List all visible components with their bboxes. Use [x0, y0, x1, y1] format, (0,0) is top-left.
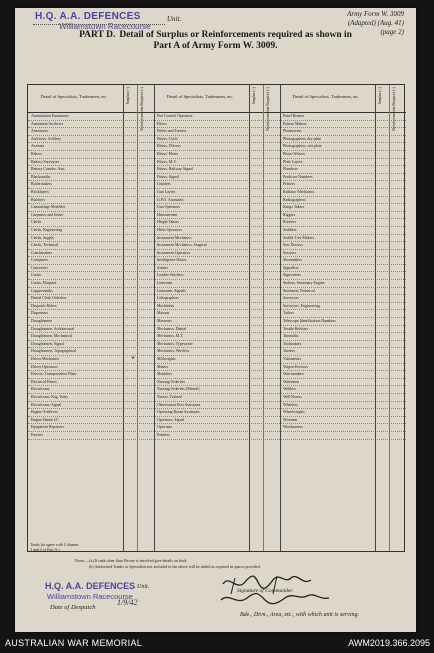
table-row: Mechanics, M.T.: [154, 333, 280, 341]
column-header-reinforcements: Reinforcements Required (-): [266, 87, 270, 131]
surplus-mark: +: [131, 354, 135, 362]
table-column-3: [280, 85, 406, 551]
table-row: Electrical Fitters: [28, 379, 154, 387]
divider: [154, 85, 155, 551]
table-row: Butchers: [28, 197, 154, 205]
table-row: Vulcanisers: [280, 356, 406, 364]
table-row: Surveyors: [280, 295, 406, 303]
table-row: Bricklayers: [28, 189, 154, 197]
table-row: Operators, Signal: [154, 417, 280, 425]
table-row: Tailors: [280, 310, 406, 318]
table-row: Gun Layers: [154, 189, 280, 197]
table-row: Panel Beaters: [280, 113, 406, 121]
table-row: Grinders: [154, 181, 280, 189]
table-row: Toolmakers: [280, 341, 406, 349]
table-row: Driver Mechanics: [28, 356, 154, 364]
table-row: Electricians, Eng. Units: [28, 394, 154, 402]
form-adapted: (Adapted) (Aug. 41): [347, 19, 404, 27]
table-row: Equipment Repairers: [28, 424, 154, 432]
column-header-reinforcements: Reinforcements Required (-): [140, 87, 144, 131]
table-row: Electricians: [28, 386, 154, 394]
table-row: Cooks: [28, 272, 154, 280]
table-row: Leather Stitchers: [154, 272, 280, 280]
unit-stamp-bottom: H.Q. A.A. DEFENCES: [45, 581, 136, 591]
table-row: Camouflage Modeller: [28, 204, 154, 212]
table-row: Sawyers: [280, 250, 406, 258]
table-row: Fitters, Cycle: [154, 136, 280, 144]
table-row: Boilermakers: [28, 181, 154, 189]
table-row: Photographers, dry plate: [280, 136, 406, 144]
table-row: Surveyors, Engineering: [280, 303, 406, 311]
column-1-rows: [28, 113, 154, 440]
table-row: Moulders: [154, 371, 280, 379]
title-line-1: Detail of Surplus or Reinforcements required as shown in: [119, 30, 352, 40]
table-row: Mechanics, Typewriter: [154, 341, 280, 349]
table-row: Painters: [154, 432, 280, 440]
divider: [389, 85, 390, 551]
table-row: Textile Refitters: [280, 326, 406, 334]
table-row: Intelligence Duties: [154, 257, 280, 265]
table-row: Instrument Mechanics: [154, 235, 280, 243]
table-column-2: [154, 85, 280, 551]
totals-label: Totals (to agree with Columns 3 and 4 of Part A.): [30, 542, 79, 552]
table-row: Despatch Riders: [28, 303, 154, 311]
table-row: Fitters: [154, 121, 280, 129]
unit-line: [33, 24, 165, 25]
divider: [249, 85, 250, 551]
unit-stamp: H.Q. A.A. DEFENCES: [35, 11, 141, 22]
table-row: Opticians: [154, 424, 280, 432]
table-row: Shoemakers: [280, 257, 406, 265]
table-row: Battery Comdrs. Asst.: [28, 166, 154, 174]
table-row: Fitters, Drivers: [154, 143, 280, 151]
table-row: Saw Doctors: [280, 242, 406, 250]
table-row: Clerks, Engineering: [28, 227, 154, 235]
part-label: PART D.: [79, 30, 116, 40]
table-row: Fitters, Signal: [154, 174, 280, 182]
table-row: Nursing Orderlies (Mental): [154, 386, 280, 394]
table-row: Helio Operators: [154, 227, 280, 235]
table-row: Lithographers: [154, 295, 280, 303]
divider: [137, 85, 138, 551]
table-row: Hammermen: [154, 212, 280, 220]
table-row: Dispensers: [28, 310, 154, 318]
table-row: Storemen, Technical: [280, 288, 406, 296]
table-row: Pharmacists: [280, 128, 406, 136]
note-a: Notes.—(a) If rank other than Private is involved give details on back.: [75, 558, 188, 563]
table-row: Ammunition Examiners: [28, 113, 154, 121]
table-row: Electricians, Signal: [28, 402, 154, 410]
table-row: Signallers: [280, 265, 406, 273]
table-row: Pattern Makers: [280, 121, 406, 129]
note-b: (b) Authorised Trades or Specialists not included in the above will be added as required in spaces provided.: [89, 563, 261, 569]
form-page: [15, 8, 416, 632]
table-row: Wagon Erectors: [280, 364, 406, 372]
divider: [375, 85, 376, 551]
table-row: Fitters' Mates: [154, 151, 280, 159]
table-row: [280, 432, 406, 440]
archive-caption: AUSTRALIAN WAR MEMORIAL: [5, 638, 143, 648]
table-row: Plumbers: [280, 166, 406, 174]
table-row: Radiator Mechanics: [280, 189, 406, 197]
table-row: Armament Artificers: [28, 121, 154, 129]
table-row: Saddle Tree Makers: [280, 235, 406, 243]
divider: [280, 85, 281, 551]
column-header-surplus: Surplus (+): [126, 87, 130, 105]
table-row: Engine Hands I/C: [28, 417, 154, 425]
divider: [263, 85, 264, 551]
column-header-spec: Detail of Specialists, Tradesmen, etc.: [292, 94, 360, 99]
table-row: Miners: [154, 364, 280, 372]
table-row: Machinists: [154, 303, 280, 311]
table-row: Fire Control Operators: [154, 113, 280, 121]
table-row: Dental Clerk Orderlies: [28, 295, 154, 303]
table-row: Riggers: [280, 212, 406, 220]
table-row: Fitters, M.V.: [154, 159, 280, 167]
table-row: Photographers, wet plate: [280, 143, 406, 151]
archive-reference: AWM2019.366.2095: [348, 638, 430, 648]
table-row: Printers: [280, 181, 406, 189]
table-row: Coppersmiths: [28, 288, 154, 296]
table-row: Drivers, Transportation Plant: [28, 371, 154, 379]
table-row: Bakers: [28, 151, 154, 159]
table-row: Joiners: [154, 265, 280, 273]
table-row: Well Borers: [280, 394, 406, 402]
table-row: Battery Surveyors: [28, 159, 154, 167]
table-row: Draughtsmen: [28, 318, 154, 326]
table-row: Woodturners: [280, 424, 406, 432]
column-2-rows: [154, 113, 280, 440]
table-row: Carpenter and Joiner: [28, 212, 154, 220]
bde-label: Bde., Divn., Area, etc., with which unit is serving.: [240, 612, 359, 618]
table-row: Concreters: [28, 265, 154, 273]
table-row: Linesmen, Signals: [154, 288, 280, 296]
table-row: Driver Operators: [28, 364, 154, 372]
table-row: Tinsmiths: [280, 333, 406, 341]
table-row: Welders: [280, 386, 406, 394]
table-row: Armourers: [28, 128, 154, 136]
table-row: Riveters: [280, 219, 406, 227]
table-row: Masseurs: [154, 318, 280, 326]
table-row: Photo-Writers: [280, 151, 406, 159]
table-row: G.P.O. Assistants: [154, 197, 280, 205]
form-number: Army Form W. 3009: [347, 10, 404, 18]
table-row: Clerks, Supply: [28, 235, 154, 243]
table-row: Artificers, Artillery: [28, 136, 154, 144]
table-row: Wheelwrights: [280, 409, 406, 417]
column-header-surplus: Surplus (+): [378, 87, 382, 105]
unit-stamp-bottom-location: Williamstown Racecourse: [47, 592, 133, 601]
table-row: Cooks, Hospital: [28, 280, 154, 288]
table-row: Watermen: [280, 379, 406, 387]
table-row: Nurses, Trained: [154, 394, 280, 402]
table-row: Radiographers: [280, 197, 406, 205]
unit-label-bottom: Unit.: [137, 584, 150, 590]
unit-stamp-location: Williamstown Racecourse: [59, 22, 151, 31]
table-row: Clerks: [28, 219, 154, 227]
table-row: Plate Layers: [280, 159, 406, 167]
form-page-number: (page 2): [380, 28, 404, 36]
despatch-label: Date of Despatch: [50, 604, 96, 611]
divider: [123, 85, 124, 551]
table-row: Wiremen: [280, 417, 406, 425]
column-header-reinforcements: Reinforcements Required (-): [392, 87, 396, 131]
table-row: Farriers: [28, 432, 154, 440]
table-row: Computers: [28, 257, 154, 265]
column-header-spec: Detail of Specialists, Tradesmen, etc.: [166, 94, 234, 99]
table-row: Mechanics, Dental: [154, 326, 280, 334]
column-header-spec: Detail of Specialists, Tradesmen, etc.: [40, 94, 108, 99]
table-row: Draughtsmen, Signal: [28, 341, 154, 349]
table-row: Engine Artificers: [28, 409, 154, 417]
title-line-2: Part A of Army Form W. 3009.: [153, 41, 278, 51]
table-row: Range Takers: [280, 204, 406, 212]
table-row: Draughtsmen, Topographical: [28, 348, 154, 356]
specialists-table: [27, 84, 405, 552]
column-3-rows: [280, 113, 406, 440]
unit-label: Unit.: [167, 15, 182, 23]
table-row: Turners: [280, 348, 406, 356]
table-row: Masons: [154, 310, 280, 318]
table-row: Instrument Mechanics, Surgical: [154, 242, 280, 250]
table-row: Fitters and Turners: [154, 128, 280, 136]
page-title: [15, 30, 416, 52]
table-row: Predictor Numbers: [280, 174, 406, 182]
table-row: Observation Post Assistants: [154, 402, 280, 410]
table-row: Blacksmiths: [28, 174, 154, 182]
table-column-1: [28, 85, 154, 551]
table-row: Millwrights: [154, 356, 280, 364]
despatch-date: 1/9/42: [117, 598, 138, 607]
table-row: Fitters, Railway Signal: [154, 166, 280, 174]
table-row: Axemen: [28, 143, 154, 151]
table-row: Height Takers: [154, 219, 280, 227]
table-row: Draughtsmen, Architectural: [28, 326, 154, 334]
table-row: Instrument Operators: [154, 250, 280, 258]
table-row: Draughtsmen, Mechanical: [28, 333, 154, 341]
table-row: Gun Operators: [154, 204, 280, 212]
table-row: Signwriters: [280, 272, 406, 280]
table-row: Operating Room Assistants: [154, 409, 280, 417]
notes: [75, 558, 261, 569]
table-row: Saddlers: [280, 227, 406, 235]
column-header-surplus: Surplus (+): [252, 87, 256, 105]
table-row: Coachmakers: [28, 250, 154, 258]
table-row: Linesmen: [154, 280, 280, 288]
table-row: Watchmakers: [280, 371, 406, 379]
table-row: Mechanics, Wireless: [154, 348, 280, 356]
table-row: Clerks, Technical: [28, 242, 154, 250]
table-row: Stokers, Stationary Engine: [280, 280, 406, 288]
table-row: Wheelers: [280, 402, 406, 410]
table-row: Nursing Orderlies: [154, 379, 280, 387]
table-row: Telescope Identification Numbers: [280, 318, 406, 326]
signature-label: Signature of Commander.: [237, 588, 294, 594]
